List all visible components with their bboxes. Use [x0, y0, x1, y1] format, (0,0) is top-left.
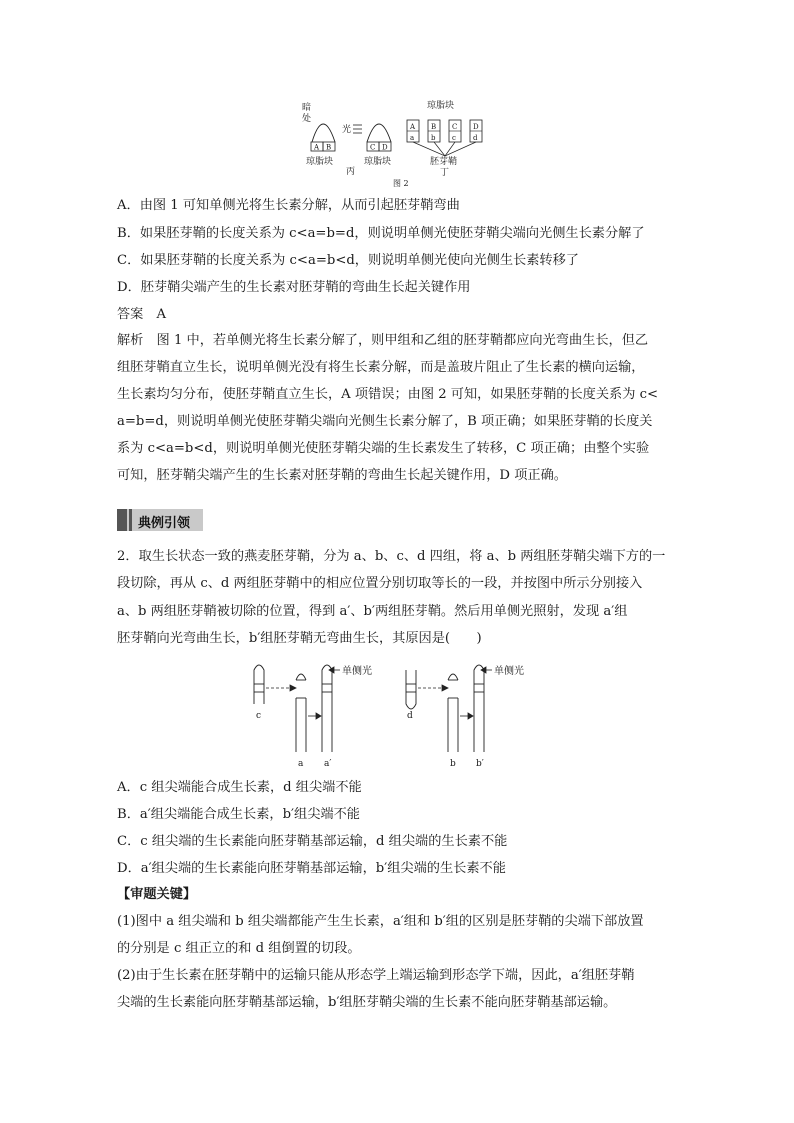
analysis-line-2: 组胚芽鞘直立生长，说明单侧光没有将生长素分解，而是盖玻片阻止了生长素的横向运输， — [117, 360, 645, 375]
a-to-a-prime-arrowhead — [316, 713, 321, 719]
agar-label-top: 琼脂块 — [427, 101, 455, 111]
right-block-bottom-label-2: b — [431, 134, 436, 142]
a-tip — [296, 674, 306, 680]
key-title: 【审题关键】 — [117, 887, 197, 902]
right-block-bottom-label-4: d — [473, 134, 478, 142]
q1-option-c: C．如果胚芽鞘的长度关系为 c<a=b<d，则说明单侧光使向光侧生长素转移了 — [117, 253, 579, 268]
label-b: b — [450, 759, 456, 769]
a-body — [296, 698, 306, 752]
q2-line-2: 段切除，再从 c、d 两组胚芽鞘中的相应位置分别切取等长的一段，并按图中所示分别接入 — [117, 576, 643, 591]
q2-option-d: D．a′组尖端的生长素能向胚芽鞘基部运输，b′组尖端的生长素不能 — [117, 861, 506, 876]
agar-label-left: 琼脂块 — [306, 157, 334, 167]
key-line-3: (2)由于生长素在胚芽鞘中的运输只能从形态学上端运输到形态学下端，因此，a′组胚芽鞘 — [117, 968, 635, 983]
key-line-1: (1)图中 a 组尖端和 b 组尖端都能产生生长素，a′组和 b′组的区别是胚芽鞘的尖端下部放置 — [117, 914, 644, 929]
right-block-bottom-label-3: c — [452, 134, 456, 142]
answer-label: 答案 A — [117, 307, 167, 322]
analysis-line-1: 解析 图 1 中，若单侧光将生长素分解了，则甲组和乙组的胚芽鞘都应向光弯曲生长，但乙 — [117, 333, 649, 348]
label-c: c — [256, 711, 262, 721]
key-line-2: 的分别是 c 组正立的和 d 组倒置的切段。 — [117, 941, 361, 956]
light-label-right: 单侧光 — [494, 666, 524, 677]
block-D-label: D — [382, 143, 388, 152]
light-label-left: 单侧光 — [342, 666, 372, 677]
right-connector-outer — [413, 142, 476, 156]
ding-label: 丁 — [440, 168, 450, 178]
d-to-b-arrowhead — [442, 685, 448, 691]
q2-option-c: C．c 组尖端的生长素能向胚芽鞘基部运输，d 组尖端的生长素不能 — [117, 834, 508, 849]
analysis-line-5: 系为 c<a=b<d，则说明单侧光使胚芽鞘尖端的生长素发生了转移，C 项正确；由整个实验 — [117, 441, 650, 456]
q2-option-a: A．c 组尖端能合成生长素，d 组尖端不能 — [117, 780, 362, 795]
label-d: d — [407, 711, 413, 721]
section-header — [117, 509, 203, 531]
right-block-top-label-3: C — [452, 123, 458, 131]
figure-2-svg — [290, 98, 510, 190]
right-block-top-label-2: B — [431, 123, 437, 131]
key-line-4: 尖端的生长素能向胚芽鞘基部运输，b′组胚芽鞘尖端的生长素不能向胚芽鞘基部运输。 — [117, 995, 617, 1010]
block-B-label: B — [326, 143, 332, 152]
section-header-strip — [117, 509, 127, 531]
right-block-bottom-label-1: a — [410, 134, 415, 142]
middle-coleoptile-tip — [367, 124, 391, 142]
c-to-a-arrowhead — [290, 685, 296, 691]
q2-option-b: B．a′组尖端能合成生长素，b′组尖端不能 — [117, 807, 360, 822]
q1-option-a: A．由图 1 可知单侧光将生长素分解，从而引起胚芽鞘弯曲 — [117, 198, 460, 213]
light-label: 光 — [342, 125, 352, 135]
analysis-line-6: 可知，胚芽鞘尖端产生的生长素对胚芽鞘的弯曲生长起关键作用，D 项正确。 — [117, 468, 567, 483]
right-connector-inner — [434, 142, 455, 156]
left-coleoptile-tip — [312, 124, 335, 142]
light-arrowhead-left — [329, 667, 334, 673]
analysis-line-4: a=b=d，则说明单侧光使胚芽鞘尖端向光侧生长素分解了，B 项正确；如果胚芽鞘的长度关 — [117, 414, 653, 429]
right-block-top-label-4: D — [473, 123, 479, 131]
figure-3-svg — [240, 656, 570, 772]
b-to-b-prime-arrowhead — [468, 713, 473, 719]
q2-line-1: 2．取生长状态一致的燕麦胚芽鞘，分为 a、b、c、d 四组，将 a、b 两组胚芽鞘尖端下方的一 — [117, 549, 666, 564]
c-segment — [254, 665, 264, 704]
b-prime-body — [474, 665, 484, 752]
figure-3 — [240, 656, 570, 772]
agar-label-middle: 琼脂块 — [364, 157, 392, 167]
a-prime-body — [322, 665, 332, 752]
dark-label-2: 处 — [302, 114, 312, 124]
b-body — [448, 698, 458, 752]
q1-option-d: D．胚芽鞘尖端产生的生长素对胚芽鞘的弯曲生长起关键作用 — [117, 280, 471, 295]
section-header-strip-2 — [129, 509, 132, 531]
d-segment — [406, 670, 416, 709]
label-a: a — [298, 759, 304, 769]
block-C-label: C — [370, 143, 376, 152]
label-a-prime: a′ — [324, 759, 332, 769]
light-arrowhead-right — [481, 667, 486, 673]
section-title: 典例引领 — [138, 516, 191, 531]
right-block-top-label-1: A — [410, 123, 416, 131]
dark-label-1: 暗 — [302, 103, 312, 113]
block-A-label: A — [314, 143, 320, 152]
figure-2 — [290, 98, 510, 190]
bing-label: 丙 — [346, 167, 356, 177]
b-tip — [448, 674, 458, 680]
q1-option-b: B．如果胚芽鞘的长度关系为 c<a=b=d，则说明单侧光使胚芽鞘尖端向光侧生长素分解了 — [117, 226, 645, 241]
q2-line-4: 胚芽鞘向光弯曲生长，b′组胚芽鞘无弯曲生长，其原因是( ) — [117, 631, 482, 646]
q2-line-3: a、b 两组胚芽鞘被切除的位置，得到 a′、b′两组胚芽鞘。然后用单侧光照射，发现 a′组 — [117, 604, 628, 619]
analysis-line-3: 生长素均匀分布，使胚芽鞘直立生长，A 项错误；由图 2 可知，如果胚芽鞘的长度关系为 c< — [117, 387, 659, 402]
coleoptile-label: 胚芽鞘 — [430, 157, 458, 167]
figure-2-caption: 图 2 — [393, 179, 409, 188]
right-blocks — [407, 120, 482, 142]
label-b-prime: b′ — [476, 759, 484, 769]
